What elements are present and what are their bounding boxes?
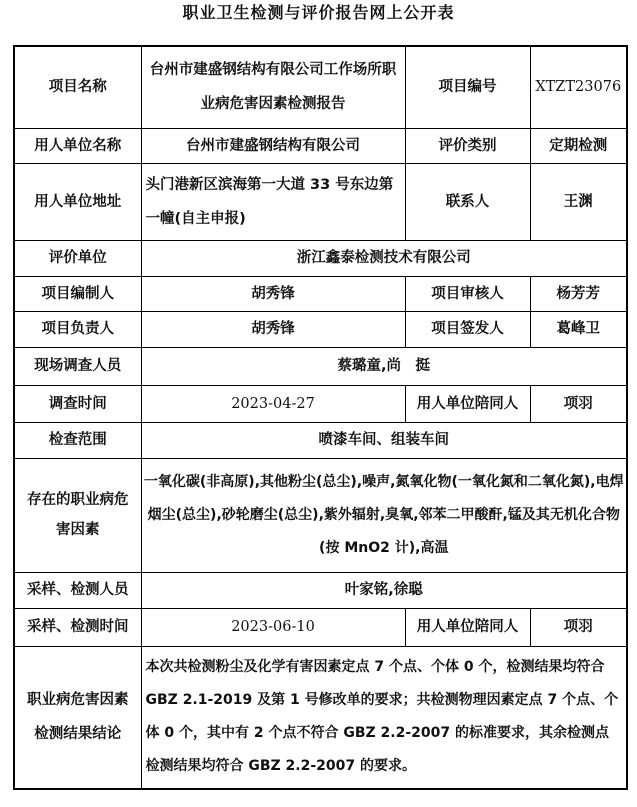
sampling-time-label: 采样、检测时间 [14, 608, 141, 646]
survey-staff-label: 现场调查人员 [14, 347, 141, 385]
table-row [14, 458, 627, 572]
survey-staff-value: 蔡璐童,尚 挺 [141, 347, 627, 385]
sampling-staff-value: 叶家铭,徐聪 [141, 572, 627, 608]
leader-value: 胡秀锋 [141, 311, 405, 347]
employer-value: 台州市建盛钢结构有限公司 [141, 128, 405, 163]
eval-type-label: 评价类别 [405, 128, 530, 163]
survey-escort-label: 用人单位陪同人 [405, 385, 530, 422]
table-row [14, 163, 627, 240]
table-row [14, 240, 627, 276]
reviewer-value: 杨芳芳 [530, 276, 627, 311]
survey-time-value: 2023-04-27 [141, 385, 405, 422]
evaluator-label: 评价单位 [14, 240, 141, 276]
sampling-time-value: 2023-06-10 [141, 608, 405, 646]
evaluator-value: 浙江鑫泰检测技术有限公司 [141, 240, 627, 276]
hazards-label: 存在的职业病危害因素 [14, 458, 141, 572]
table-row [14, 46, 627, 128]
disclosure-table [13, 45, 628, 790]
contact-value: 王渊 [530, 163, 627, 240]
compiler-value: 胡秀锋 [141, 276, 405, 311]
scope-value: 喷漆车间、组装车间 [141, 422, 627, 458]
address-value: 头门港新区滨海第一大道 33 号东边第一幢(自主申报) [141, 163, 405, 240]
table-row [14, 347, 627, 385]
conclusion-label: 职业病危害因素检测结果结论 [14, 646, 141, 789]
compiler-label: 项目编制人 [14, 276, 141, 311]
issuer-value: 葛峰卫 [530, 311, 627, 347]
table-row [14, 276, 627, 311]
table-row [14, 311, 627, 347]
page-title: 职业卫生检测与评价报告网上公开表 [182, 3, 455, 22]
eval-type-value: 定期检测 [530, 128, 627, 163]
leader-label: 项目负责人 [14, 311, 141, 347]
project-name-value: 台州市建盛钢结构有限公司工作场所职业病危害因素检测报告 [141, 46, 405, 128]
table-row [14, 646, 627, 789]
table-row [14, 385, 627, 422]
employer-label: 用人单位名称 [14, 128, 141, 163]
sampling-escort-value: 项羽 [530, 608, 627, 646]
contact-label: 联系人 [405, 163, 530, 240]
survey-time-label: 调查时间 [14, 385, 141, 422]
project-name-label: 项目名称 [14, 46, 141, 128]
conclusion-value: 本次共检测粉尘及化学有害因素定点 7 个点、个体 0 个，检测结果均符合 GBZ 2.1-2019 及第 1 号修改单的要求；共检测物理因素定点 7 个点、个体 0 个，其中有 2 个点不符合 GBZ 2.2-2007 的标准要求，其余检测点检测结果均符合 GBZ 2.2-2007 的要求。 [141, 646, 627, 789]
sampling-staff-label: 采样、检测人员 [14, 572, 141, 608]
project-no-label: 项目编号 [405, 46, 530, 128]
table-row [14, 608, 627, 646]
issuer-label: 项目签发人 [405, 311, 530, 347]
scope-label: 检查范围 [14, 422, 141, 458]
survey-escort-value: 项羽 [530, 385, 627, 422]
sampling-escort-label: 用人单位陪同人 [405, 608, 530, 646]
address-label: 用人单位地址 [14, 163, 141, 240]
table-row [14, 572, 627, 608]
hazards-value: 一氧化碳(非高原),其他粉尘(总尘),噪声,氮氧化物(一氧化氮和二氧化氮),电焊烟尘(总尘),砂轮磨尘(总尘),紫外辐射,臭氧,邻苯二甲酸酐,锰及其无机化合物(按 MnO2 计),高温 [141, 458, 627, 572]
project-no-value: XTZT23076 [530, 46, 627, 128]
reviewer-label: 项目审核人 [405, 276, 530, 311]
table-row [14, 422, 627, 458]
table-row [14, 128, 627, 163]
